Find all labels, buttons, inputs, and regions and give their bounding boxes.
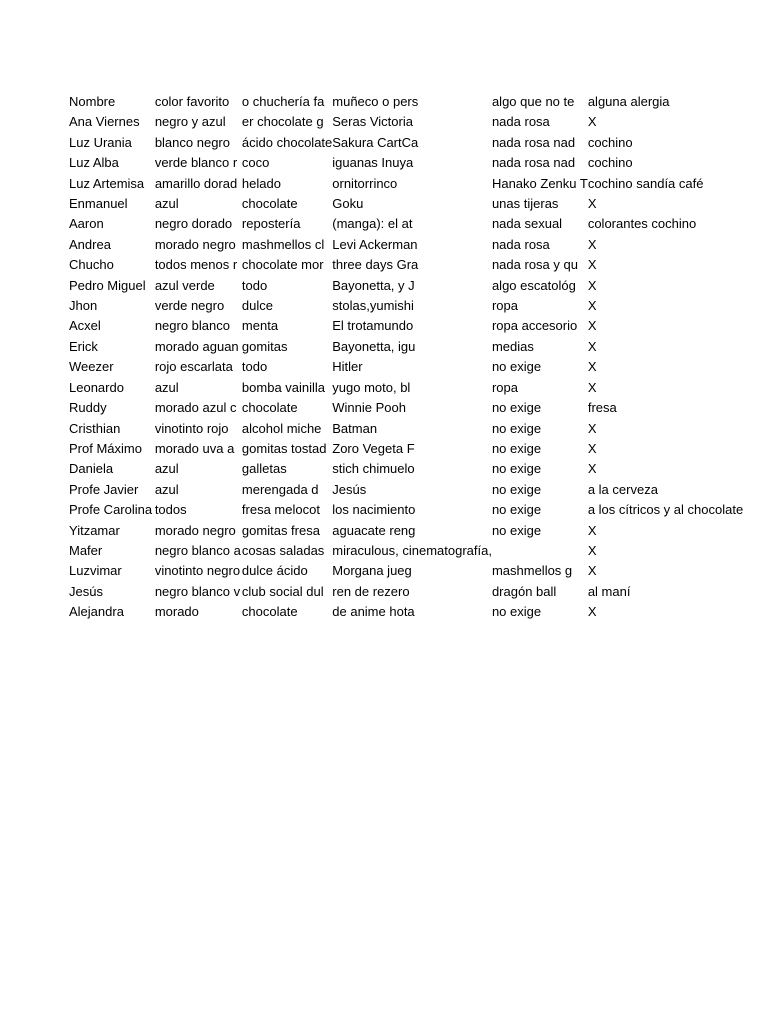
dislike-cell[interactable]: ropa — [491, 379, 518, 395]
favorite-color-cell[interactable]: blanco negro — [154, 134, 230, 150]
character-cell[interactable]: Winnie Pooh — [332, 400, 406, 416]
allergy-cell[interactable]: X — [587, 563, 597, 579]
dislike-cell[interactable]: unas tijeras — [491, 196, 559, 212]
allergy-cell[interactable]: cochino — [587, 134, 633, 150]
treat-cell[interactable]: dulce — [241, 298, 273, 314]
dislike-cell[interactable]: no exige — [491, 481, 542, 497]
dislike-cell[interactable]: no exige — [491, 604, 542, 620]
character-cell[interactable]: Jesús — [332, 481, 367, 497]
dislike-cell[interactable]: nada rosa nad — [491, 155, 576, 171]
table-row — [69, 480, 768, 500]
allergy-cell[interactable]: X — [587, 257, 597, 273]
name-cell[interactable]: Profe Carolina — [69, 502, 153, 518]
favorite-color-cell[interactable]: verde negro — [154, 298, 225, 314]
name-cell[interactable]: Profe Javier — [69, 481, 139, 497]
character-cell[interactable]: iguanas Inuya — [332, 155, 414, 171]
header-dislike-cell[interactable]: algo que no te — [491, 94, 575, 109]
name-cell[interactable]: Weezer — [69, 359, 114, 375]
dislike-cell[interactable]: no exige — [491, 359, 542, 375]
dislike-cell[interactable]: Hanako Zenku T — [491, 175, 588, 191]
favorite-color-cell[interactable]: vinotinto negro — [154, 563, 241, 579]
dislike-cell[interactable]: medias — [491, 338, 534, 354]
treat-cell[interactable]: repostería — [241, 216, 301, 232]
name-cell[interactable]: Luzvimar — [69, 563, 122, 579]
spreadsheet-grid — [69, 92, 768, 623]
table-row — [69, 296, 768, 316]
favorite-color-cell[interactable]: rojo escarlata — [154, 359, 233, 375]
table-row — [69, 541, 768, 561]
treat-cell[interactable]: mashmellos cl — [241, 236, 325, 252]
name-cell[interactable]: Enmanuel — [69, 196, 128, 212]
character-cell[interactable]: yugo moto, bl — [332, 379, 411, 395]
dislike-cell[interactable]: nada rosa nad — [491, 134, 576, 150]
favorite-color-cell[interactable]: todos menos r — [154, 257, 238, 273]
allergy-cell[interactable]: fresa — [587, 400, 617, 416]
table-row — [69, 602, 768, 622]
treat-cell[interactable]: gomitas — [241, 338, 288, 354]
dislike-cell[interactable]: nada rosa — [491, 236, 550, 252]
treat-cell[interactable]: ácido chocolate — [241, 134, 333, 150]
treat-cell[interactable]: chocolate — [241, 196, 298, 212]
dislike-cell[interactable] — [492, 541, 588, 561]
table-row — [69, 214, 768, 234]
name-cell[interactable]: Ana Viernes — [69, 114, 140, 130]
name-cell[interactable]: Erick — [69, 338, 98, 354]
table-row — [69, 112, 768, 132]
favorite-color-cell[interactable]: azul — [154, 379, 179, 395]
favorite-color-cell[interactable]: azul verde — [154, 277, 215, 293]
table-row — [69, 153, 768, 173]
character-cell[interactable]: miraculous, cinematografía, — [332, 542, 492, 558]
name-cell[interactable]: Jesús — [69, 583, 103, 599]
treat-cell[interactable]: gomitas fresa — [241, 522, 320, 538]
favorite-color-cell[interactable]: morado — [154, 604, 199, 620]
favorite-color-cell[interactable]: azul — [154, 461, 179, 477]
dislike-cell[interactable]: nada rosa y qu — [491, 257, 578, 273]
table-row — [69, 378, 768, 398]
dislike-cell[interactable]: algo escatológ — [491, 277, 576, 293]
allergy-cell[interactable]: X — [587, 440, 597, 456]
character-cell[interactable]: Sakura CartCa — [332, 134, 419, 150]
table-row — [69, 235, 768, 255]
name-cell[interactable]: Luz Artemisa — [69, 175, 145, 191]
character-cell[interactable]: ornitorrinco — [332, 175, 398, 191]
treat-cell[interactable]: club social dul — [241, 583, 324, 599]
treat-cell[interactable]: coco — [241, 155, 270, 171]
header-allergy-cell[interactable]: alguna alergia — [587, 94, 670, 109]
name-cell[interactable]: Aaron — [69, 216, 104, 232]
name-cell[interactable]: Yitzamar — [69, 522, 120, 538]
favorite-color-cell[interactable]: morado negro — [154, 522, 236, 538]
table-row — [69, 582, 768, 602]
treat-cell[interactable]: chocolate — [241, 604, 298, 620]
allergy-cell[interactable]: X — [587, 298, 597, 314]
character-cell[interactable]: Goku — [332, 196, 364, 212]
allergy-cell[interactable]: a los cítricos y al chocolate — [587, 502, 744, 518]
character-cell[interactable]: ren de rezero — [332, 583, 410, 599]
table-row — [69, 255, 768, 275]
table-row — [69, 133, 768, 153]
favorite-color-cell[interactable]: morado azul c — [154, 400, 237, 416]
table-row — [69, 439, 768, 459]
favorite-color-cell[interactable]: azul — [154, 196, 179, 212]
header-name-cell[interactable]: Nombre — [69, 94, 116, 109]
table-row — [69, 316, 768, 336]
dislike-cell[interactable]: no exige — [491, 440, 542, 456]
character-cell[interactable]: Morgana jueg — [332, 563, 412, 579]
allergy-cell[interactable]: X — [587, 318, 597, 334]
allergy-cell[interactable]: X — [587, 277, 597, 293]
allergy-cell[interactable]: a la cerveza — [587, 481, 658, 497]
treat-cell[interactable]: todo — [241, 359, 268, 375]
character-cell[interactable]: los nacimiento — [332, 502, 416, 518]
table-row — [69, 194, 768, 214]
name-cell[interactable]: Jhon — [69, 298, 98, 314]
table-row — [69, 357, 768, 377]
table-row — [69, 419, 768, 439]
allergy-cell[interactable]: X — [587, 359, 597, 375]
allergy-cell[interactable]: X — [587, 542, 597, 558]
treat-cell[interactable]: menta — [241, 318, 279, 334]
table-row — [69, 337, 768, 357]
allergy-cell[interactable]: X — [587, 236, 597, 252]
dislike-cell[interactable]: nada sexual — [491, 216, 563, 232]
name-cell[interactable]: Daniela — [69, 461, 114, 477]
dislike-cell[interactable]: no exige — [491, 420, 542, 436]
character-cell[interactable]: Levi Ackerman — [332, 236, 418, 252]
name-cell[interactable]: Leonardo — [69, 379, 124, 395]
name-cell[interactable]: Acxel — [69, 318, 101, 334]
data-table — [69, 92, 768, 623]
character-cell[interactable]: stolas,yumishi — [332, 298, 414, 314]
character-cell[interactable]: three days Gra — [332, 257, 419, 273]
dislike-cell[interactable]: dragón ball — [491, 583, 557, 599]
allergy-cell[interactable]: colorantes cochino — [587, 216, 697, 232]
dislike-cell[interactable]: ropa accesorio — [491, 318, 578, 334]
dislike-cell[interactable]: no exige — [491, 461, 542, 477]
table-row — [69, 174, 768, 194]
favorite-color-cell[interactable]: azul — [154, 481, 179, 497]
character-cell[interactable]: aguacate reng — [332, 522, 416, 538]
header-treat-cell[interactable]: o chuchería fa — [241, 94, 325, 109]
table-row — [69, 521, 768, 541]
allergy-cell[interactable]: al maní — [587, 583, 631, 599]
treat-cell[interactable]: merengada d — [241, 481, 319, 497]
treat-cell[interactable]: fresa melocot — [241, 502, 320, 518]
favorite-color-cell[interactable]: morado negro — [154, 236, 236, 252]
table-row — [69, 500, 768, 520]
allergy-cell[interactable]: X — [587, 379, 597, 395]
favorite-color-cell[interactable]: negro blanco v — [154, 583, 241, 599]
name-cell[interactable]: Luz Urania — [69, 134, 132, 150]
name-cell[interactable]: Alejandra — [69, 604, 124, 620]
name-cell[interactable]: Ruddy — [69, 400, 107, 416]
character-cell[interactable]: stich chimuelo — [332, 461, 415, 477]
treat-cell[interactable]: alcohol miche — [241, 420, 322, 436]
dislike-cell[interactable]: no exige — [491, 400, 542, 416]
allergy-cell[interactable]: X — [587, 420, 597, 436]
favorite-color-cell[interactable]: todos — [154, 502, 187, 518]
header-favorite-color-cell[interactable]: color favorito — [154, 94, 230, 109]
allergy-cell[interactable]: X — [587, 114, 597, 130]
favorite-color-cell[interactable]: verde blanco r — [154, 155, 238, 171]
table-row — [69, 398, 768, 418]
character-cell[interactable]: Batman — [332, 420, 378, 436]
header-character-cell[interactable]: muñeco o pers — [332, 94, 419, 109]
table-row — [69, 459, 768, 479]
allergy-cell[interactable]: X — [587, 522, 597, 538]
treat-cell[interactable]: chocolate — [241, 400, 298, 416]
character-cell[interactable]: El trotamundo — [332, 318, 414, 334]
favorite-color-cell[interactable]: negro blanco — [154, 318, 230, 334]
favorite-color-cell[interactable]: vinotinto rojo — [154, 420, 229, 436]
treat-cell[interactable]: helado — [241, 175, 281, 191]
treat-cell[interactable]: todo — [241, 277, 268, 293]
dislike-cell[interactable]: nada rosa — [491, 114, 550, 130]
allergy-cell[interactable]: X — [587, 461, 597, 477]
allergy-cell[interactable]: X — [587, 604, 597, 620]
name-cell[interactable]: Luz Alba — [69, 155, 119, 171]
table-row — [69, 276, 768, 296]
treat-cell[interactable]: galletas — [241, 461, 287, 477]
table-row — [69, 561, 768, 581]
name-cell[interactable]: Prof Máximo — [69, 440, 142, 456]
allergy-cell[interactable]: cochino sandía café — [587, 175, 704, 191]
allergy-cell[interactable]: X — [587, 196, 597, 212]
favorite-color-cell[interactable]: negro y azul — [154, 114, 226, 130]
header-row — [69, 92, 768, 112]
name-cell[interactable]: Andrea — [69, 236, 111, 252]
character-cell[interactable]: de anime hota — [332, 604, 415, 620]
treat-cell[interactable]: chocolate mor — [241, 257, 324, 273]
treat-cell[interactable]: cosas saladas — [241, 542, 325, 558]
favorite-color-cell[interactable]: morado aguan — [154, 338, 239, 354]
character-cell[interactable]: Bayonetta, igu — [332, 338, 416, 354]
treat-cell[interactable]: er chocolate g — [241, 114, 324, 130]
allergy-cell[interactable]: cochino — [587, 155, 633, 171]
dislike-cell[interactable]: ropa — [491, 298, 518, 314]
favorite-color-cell[interactable]: morado uva a — [154, 440, 235, 456]
favorite-color-cell[interactable]: negro blanco a — [154, 542, 241, 558]
treat-cell[interactable]: gomitas tostad — [241, 440, 327, 456]
character-cell[interactable]: Seras Victoria — [332, 114, 413, 130]
favorite-color-cell[interactable]: negro dorado — [154, 216, 233, 232]
dislike-cell[interactable]: no exige — [491, 502, 542, 518]
character-cell[interactable]: Hitler — [332, 359, 363, 375]
name-cell[interactable]: Cristhian — [69, 420, 121, 436]
character-cell[interactable]: (manga): el at — [332, 216, 413, 232]
treat-cell[interactable]: dulce ácido — [241, 563, 308, 579]
character-cell[interactable]: Zoro Vegeta F — [332, 440, 415, 456]
name-cell[interactable]: Pedro Miguel — [69, 277, 146, 293]
name-cell[interactable]: Mafer — [69, 542, 103, 558]
dislike-cell[interactable]: no exige — [491, 522, 542, 538]
name-cell[interactable]: Chucho — [69, 257, 114, 273]
character-cell[interactable]: Bayonetta, y J — [332, 277, 415, 293]
allergy-cell[interactable]: X — [587, 338, 597, 354]
treat-cell[interactable]: bomba vainilla — [241, 379, 326, 395]
favorite-color-cell[interactable]: amarillo dorad — [154, 175, 238, 191]
dislike-cell[interactable]: mashmellos g — [491, 563, 573, 579]
